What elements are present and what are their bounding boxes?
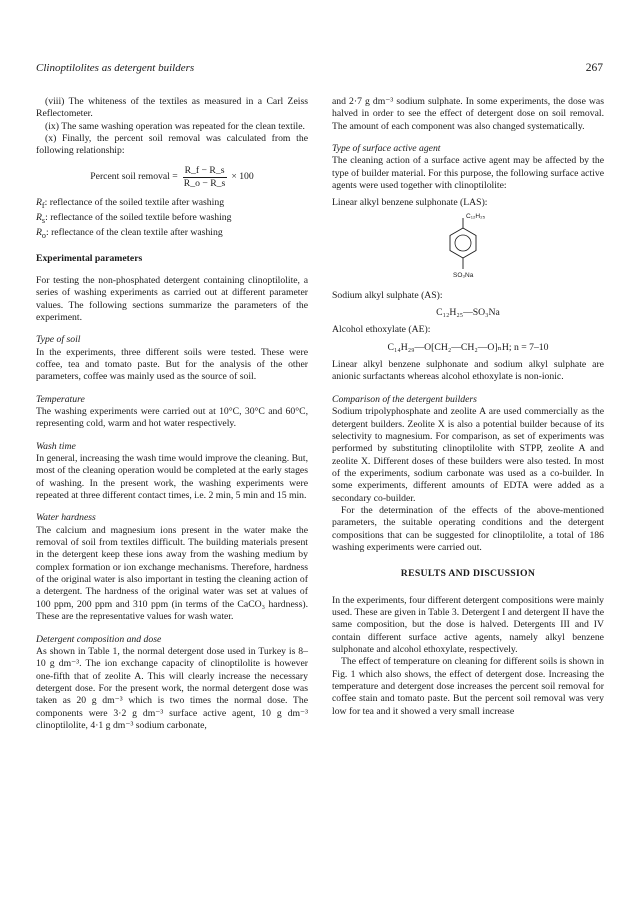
water-hardness-paragraph: The calcium and magnesium ions present in the water make the removal of soil from textiles difficult. The building materials present in the detergent keep these ions away from the washing medium by complex formation or ion exchange mechanisms. Therefore, hardness of the original water is also important in testing the cleaning action of a detergent. The hardness of the original water was set at values of 100 ppm, 200 ppm and 310 ppm (in terms of the CaCO₃ hardness). These are the representative values for wash water. [36,524,308,623]
step-viii: (viii) The whiteness of the textiles as measured in a Carl Zeiss Reflectometer. [36,96,308,120]
section-heading-experimental: Experimental parameters [36,252,143,264]
section-heading-results: RESULTS AND DISCUSSION [400,568,536,580]
surface-agent-paragraph: The cleaning action of a surface active agent may be affected by the type of builder material. For this purpose, the following surface active agents were used together with clinoptilolite: [332,155,604,192]
temperature-paragraph: The washing experiments were carried out at 10°C, 30°C and 60°C, representing cold, warm and hot water respectively. [36,406,308,430]
definition-rf [36,197,308,212]
subheading-wash-time: Wash time [36,440,76,452]
las-alkyl-chain: C₁₂H₂₅ [466,212,486,220]
running-header [36,62,603,80]
def-subscript: s [41,215,46,225]
formula-fraction [182,165,228,190]
anionic-paragraph: Linear alkyl benzene sulphonate and sodium alkyl sulphate are anionic surfactants whereas alcohol ethoxylate is non-ionic. [332,359,604,383]
results-paragraph-1: In the experiments, four different detergent compositions were mainly used. These are given in Table 3. Detergent I and detergent II have the same composition, but the dose is halved. Detergents III and IV contain different surface active agents, namely alkyl benzene sulphonate and alcohol ethoxylate, respectively. [332,594,604,655]
def-symbol: R [36,227,42,239]
def-text: : reflectance of the soiled textile after washing [44,196,225,208]
page-number: 267 [585,62,603,74]
as-label: Sodium alkyl sulphate (AS): [332,289,443,301]
step-ix: (ix) The same washing operation was repeated for the clean textile. [45,120,305,132]
subheading-detergent-dose: Detergent composition and dose [36,633,162,645]
ae-label: Alcohol ethoxylate (AE): [332,324,431,336]
ae-formula: C₁₄H₂₉—O[CH₂—CH₂—O]ₙH; n = 7–10 [387,341,549,353]
las-structure [332,214,604,284]
formula-denominator: R_o − R_s [183,177,226,189]
experimental-paragraph: For testing the non-phosphated detergent containing clinoptilolite, a series of washing experiments as carried out at different parameter values. The following sections summarize the parameters of the experiment. [36,274,308,323]
left-column [36,96,308,732]
def-text: : reflectance of the clean textile after washing [45,227,223,239]
determination-paragraph: For the determination of the effects of the above-mentioned parameters, the suitable operating conditions and the detergent compositions that can be suggested for clinoptilolite, a total of 186 washing experiments were carried out. [332,504,604,553]
results-paragraph-2: The effect of temperature on cleaning for different soils is shown in Fig. 1 which also shows, the effect of detergent dose. Increasing the temperature and detergent dose increases the percent soil removal for coffee stain and tomato paste. But the percent soil removal was very low for tea and it showed a very small increase [332,656,604,717]
def-symbol: R [36,196,42,208]
soil-paragraph: In the experiments, three different soils were tested. These were coffee, tea and tomato paste. But for the analysis of the other parameters, coffee was mainly used as the source of soil. [36,346,308,383]
step-x: (x) Finally, the percent soil removal was calculated from the following relationship: [36,133,308,157]
formula-multiplier: × 100 [231,171,254,183]
formula-numerator: R_f − R_s [184,164,225,176]
def-text: : reflectance of the soiled textile before washing [45,212,232,223]
soil-removal-formula [36,165,308,190]
las-label: Linear alkyl benzene sulphonate (LAS): [332,197,488,209]
subheading-water-hardness: Water hardness [36,512,96,524]
wash-time-paragraph: In general, increasing the wash time would improve the cleaning. But, most of the cleaning operation would be completed at the early stages of washing. In the present work, the washing experiments were repeated at three different contact times, i.e. 2 min, 5 min and 15 min. [36,453,308,502]
subheading-temperature: Temperature [36,393,85,405]
running-title: Clinoptilolites as detergent builders [36,62,195,74]
continued-paragraph: and 2·7 g dm⁻³ sodium sulphate. In some experiments, the dose was halved in order to see the effect of detergent dose on soil removal. The amount of each component was also changed systematically. [332,96,604,132]
formula-lhs: Percent soil removal = [90,171,178,183]
as-formula: C₁₂H₂₅—SO₃Na [436,307,500,319]
def-subscript: f [41,200,45,210]
def-symbol: R [36,212,42,223]
right-column [332,96,604,718]
subheading-builder-comparison: Comparison of the detergent builders [332,393,477,405]
detergent-dose-paragraph: As shown in Table 1, the normal detergent dose used in Turkey is 8–10 g dm⁻³. The ion exchange capacity of clinoptilolite is however one-fifth that of zeolite A. This will clearly increase the necessary detergent dose. For the present work, the normal detergent dose was taken as 20 g dm⁻³ which is two times the normal dose. The components were 3·2 g dm⁻³ surface active agent, 10 g dm⁻³ clinoptilolite, 4·1 g dm⁻³ sodium carbonate, [36,645,308,731]
las-sulphonate-group: SO₃Na [453,271,474,279]
subheading-soil: Type of soil [36,334,81,346]
def-subscript: o [41,231,46,241]
definition-ro [36,227,308,242]
definition-rs [36,212,308,227]
builder-comparison-paragraph: Sodium tripolyphosphate and zeolite A are used commercially as the detergent builders. Zeolite X is also a potential builder because of its selectivity to magnesium. For comparison, as set of experiments was performed by substituting clinoptilolite with STPP, zeolite A and zeolite X. Different doses of these builders were also tested. In most of the experiments, sodium carbonate was used as a co-builder. In some experiments, different amounts of EDTA were added as a secondary co-builder. [332,406,604,504]
subheading-surface-agent: Type of surface active agent [332,143,441,155]
